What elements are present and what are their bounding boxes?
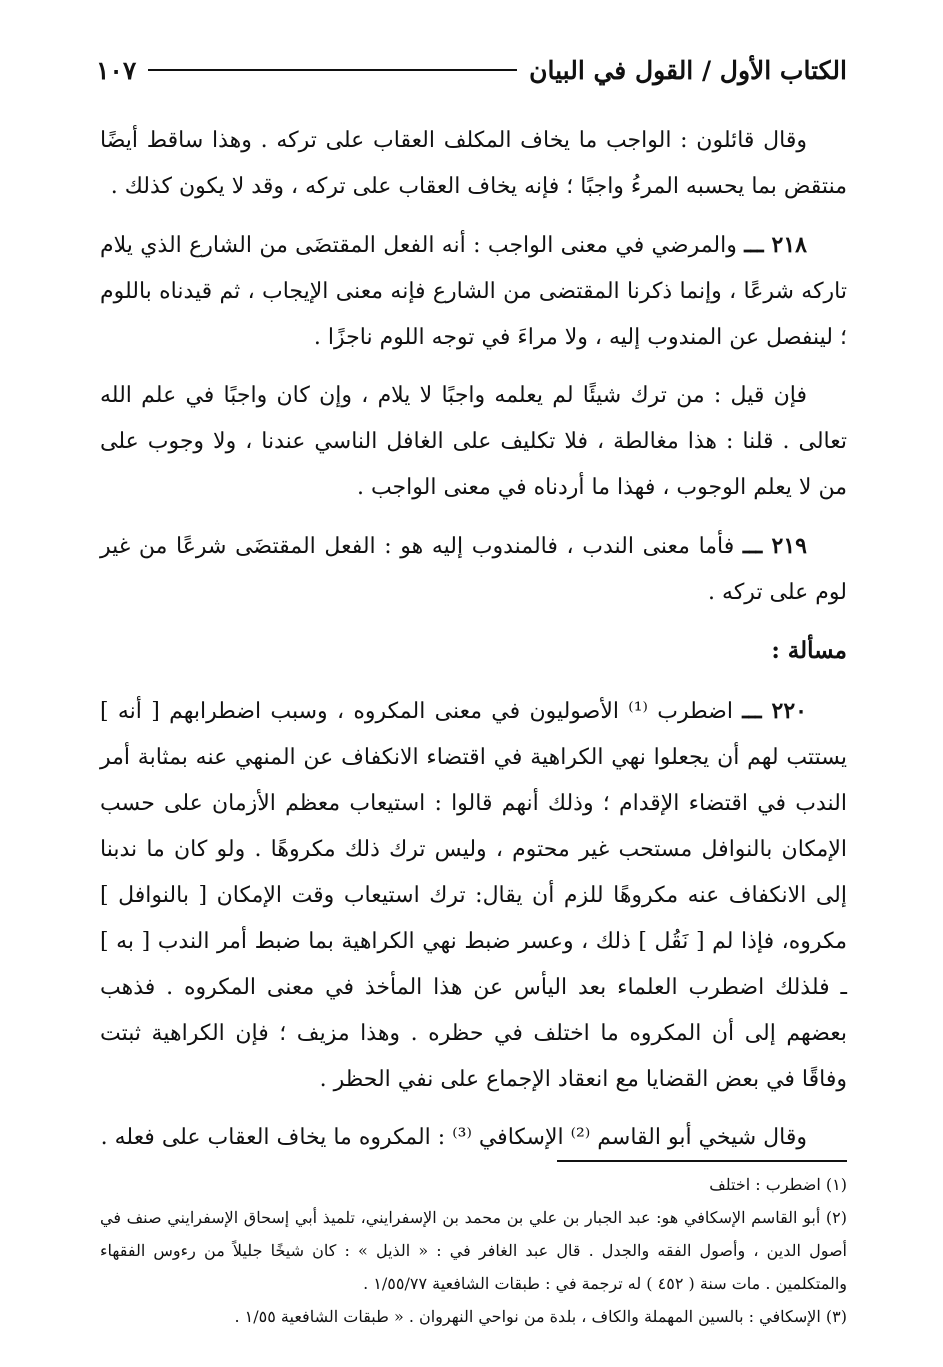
paragraph-1: وقال قائلون : الواجب ما يخاف المكلف العقاب على تركه . وهذا ساقط أيضًا منتقض بما يحسبه المرءُ واجبًا ؛ فإنه يخاف العقاب على تركه ، وقد لا يكون كذلك . — [100, 128, 847, 199]
page-body — [100, 118, 847, 1173]
running-title: الكتاب الأول / القول في البيان — [529, 55, 847, 85]
paragraph-final: وقال شيخي أبو القاسم ⁽²⁾ الإسكافي ⁽³⁾ : المكروه ما يخاف العقاب على فعله . — [100, 1125, 807, 1150]
footnote-3: (٣) الإسكافي : بالسين المهملة والكاف ، بلدة من نواحي النهروان . « طبقات الشافعية ١/٥٥ . — [234, 1307, 847, 1326]
header-rule — [148, 69, 517, 71]
section-heading: مسألة : — [771, 637, 847, 664]
paragraph-220 — [100, 688, 847, 1103]
paragraph-number: ٢١٨ ـــ — [744, 232, 807, 258]
paragraph-text: اضطرب ⁽¹⁾ الأصوليون في معنى المكروه ، وسبب اضطرابهم [ أنه ] يستتب لهم أن يجعلوا نهي الكراهية في اقتضاء الانكفاف عن المنهي عنه بمثابة أمر الندب في اقتضاء الإقدام ؛ وذلك أنهم قالوا : استيعاب معظم الأزمان على حسب الإمكان بالنوافل مستحب غير محتوم ، وليس ترك ذلك مكروهًا . ولو كان ما ندبنا إلى الانكفاف عنه مكروهًا للزم أن يقال: ترك استيعاب وقت الإمكان [ بالنوافل ] مكروه، فإذا لم [ نَقُل ] ذلك ، وعسر ضبط نهي الكراهية بما ضبط أمر الندب [ به ] ـ فلذلك اضطرب العلماء بعد اليأس عن هذا المأخذ في معنى المكروه . فذهب بعضهم إلى أن المكروه ما اختلف في حظره . وهذا مزيف ؛ فإن الكراهية ثبتت وفاقًا في بعض القضايا مع انعقاد الإجماع على نفي الحظر . — [100, 699, 847, 1092]
footnote-2: (٢) أبو القاسم الإسكافي هو: عبد الجبار بن علي بن محمد بن الإسفرايني، تلميذ أبي إسحاق الإسفرايني صنف في أصول الدين ، وأصول الفقه والجدل . قال عبد الغافر في : « الذيل » : كان شيخًا جليلاً من رءوس الفقهاء والمتكلمين . مات سنة ( ٤٥٢ ) له ترجمة في : طبقات الشافعية ١/٥٥/٧٧ . — [100, 1208, 848, 1293]
paragraph-218 — [100, 222, 847, 361]
paragraph-text: والمرضي في معنى الواجب : أنه الفعل المقتضَى من الشارع الذي يلام تاركه شرعًا ، وإنما ذكرنا المقتضى من الشارع فإنه معنى الإيجاب ، ثم قيدناه باللوم ؛ لينفصل عن المندوب إليه ، ولا مراءَ في توجه اللوم ناجزًا . — [100, 233, 847, 350]
paragraph-objection: فإن قيل : من ترك شيئًا لم يعلمه واجبًا لا يلام ، وإن كان واجبًا في علم الله تعالى . قلنا : هذا مغالطة ، فلا تكليف على الغافل الناسي عندنا ، ولا وجوب على من لا يعلم الوجوب ، فهذا ما أردناه في معنى الواجب . — [100, 383, 847, 500]
page-header — [96, 50, 847, 90]
paragraph-text: فأما معنى الندب ، فالمندوب إليه هو : الفعل المقتضَى شرعًا من غير لوم على تركه . — [100, 534, 847, 605]
paragraph-219 — [100, 523, 847, 616]
page-number: ١٠٧ — [96, 55, 137, 85]
footnote-rule — [557, 1160, 847, 1162]
footnotes — [100, 1168, 847, 1333]
paragraph-number: ٢١٩ ـــ — [742, 533, 807, 559]
footnote-1: (١) اضطرب : اختلف — [709, 1175, 847, 1194]
paragraph-number: ٢٢٠ ـــ — [742, 698, 807, 724]
